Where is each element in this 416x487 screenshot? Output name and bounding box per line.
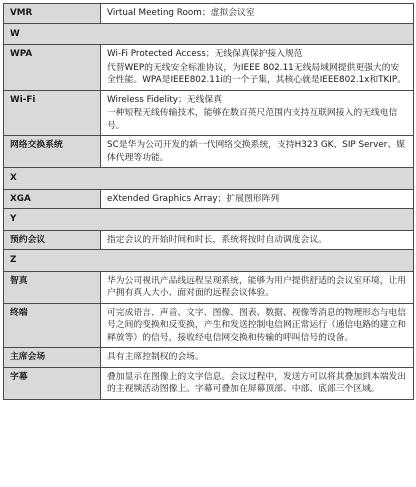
letter-row <box>4 23 414 45</box>
glossary-entry <box>4 45 414 91</box>
entry-term: 主席会场 <box>4 348 101 368</box>
entry-definition <box>101 45 414 91</box>
definition-paragraph: Virtual Meeting Room；虚拟会议室 <box>107 8 255 18</box>
entry-term: VMR <box>4 4 101 24</box>
glossary-entry <box>4 189 414 209</box>
definition-paragraph: 可完成语言、声音、文字、图像、图表、数据、视像等消息的物理形态与电信号之间的变换和反变换，产生和发送控制电信网正常运行（通信电路的建立和释放等）的信号，接收经电信网交换和传输的呼叫信号的设备。 <box>107 307 407 343</box>
glossary-entry <box>4 348 414 368</box>
entry-term: 预约会议 <box>4 230 101 250</box>
letter-row <box>4 250 414 272</box>
glossary-table <box>3 3 414 400</box>
entry-term: WPA <box>4 45 101 91</box>
glossary-body <box>4 4 414 400</box>
definition-paragraph: 叠加显示在图像上的文字信息。会议过程中，发送方可以将其叠加到本端发出的主视频活动图像上。字幕可叠加在屏幕顶部、中部、底部三个区域。 <box>107 371 407 394</box>
section-letter: Z <box>4 250 414 272</box>
entry-term: 智真 <box>4 271 101 303</box>
entry-term: 终端 <box>4 303 101 348</box>
definition-paragraph: 代替WEP的无线安全标准协议，为IEEE 802.11无线局域网提供更强大的安全性能。WPA是IEEE802.11i的一个子集，其核心就是IEEE802.1x和TKIP。 <box>107 62 406 85</box>
glossary-entry <box>4 4 414 24</box>
entry-definition <box>101 271 414 303</box>
letter-row <box>4 209 414 231</box>
definition-paragraph: 指定会议的开始时间和时长，系统将按时自动调度会议。 <box>107 234 327 245</box>
entry-term: XGA <box>4 189 101 209</box>
entry-definition <box>101 90 414 136</box>
entry-definition <box>101 303 414 348</box>
definition-paragraph: 华为公司视讯产品线远程呈现系统，能够为用户提供舒适的会议室环境，让用户拥有真人大小、面对面的远程会议体验。 <box>107 275 407 298</box>
glossary-entry <box>4 271 414 303</box>
definition-paragraph: SC是华为公司开发的新一代网络交换系统，支持H323 GK、SIP Server、媒体代理等功能。 <box>107 140 405 163</box>
definition-paragraph: Wi-Fi Protected Access；无线保真保护接入规范 <box>107 49 303 59</box>
entry-term: 网络交换系统 <box>4 136 101 168</box>
entry-definition <box>101 348 414 368</box>
glossary-entry <box>4 303 414 348</box>
glossary-entry <box>4 367 414 399</box>
definition-paragraph: Wireless Fidelity；无线保真 <box>107 94 222 105</box>
section-letter: Y <box>4 209 414 231</box>
definition-paragraph: eXtended Graphics Array；扩展图形阵列 <box>107 193 280 204</box>
entry-definition <box>101 189 414 209</box>
entry-term: 字幕 <box>4 367 101 399</box>
letter-row <box>4 168 414 190</box>
entry-definition <box>101 367 414 399</box>
definition-paragraph: 具有主席控制权的会场。 <box>107 352 204 362</box>
entry-definition <box>101 4 414 24</box>
entry-term: Wi-Fi <box>4 90 101 136</box>
section-letter: W <box>4 23 414 45</box>
glossary-entry <box>4 230 414 250</box>
entry-definition <box>101 230 414 250</box>
entry-definition <box>101 136 414 168</box>
section-letter: X <box>4 168 414 190</box>
definition-paragraph: 一种短程无线传输技术，能够在数百英尺范围内支持互联网接入的无线电信号。 <box>107 108 398 131</box>
glossary-entry <box>4 136 414 168</box>
glossary-entry <box>4 90 414 136</box>
